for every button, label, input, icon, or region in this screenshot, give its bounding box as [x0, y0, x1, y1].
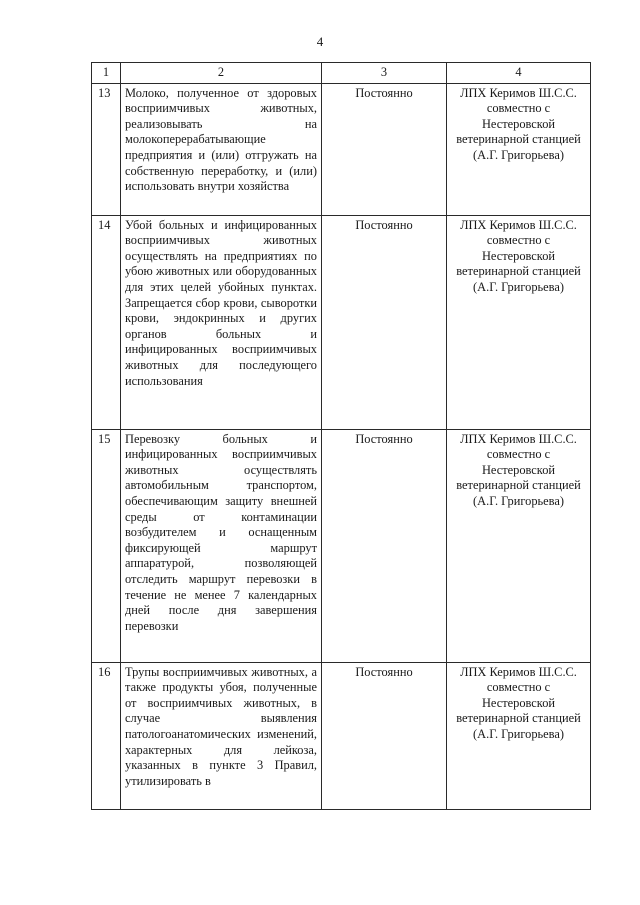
period-text: Постоянно	[322, 215, 447, 429]
measures-table	[91, 62, 591, 810]
header-col-1: 1	[92, 63, 121, 84]
table-row	[92, 429, 591, 662]
table-row	[92, 83, 591, 215]
header-col-2: 2	[121, 63, 322, 84]
period-text: Постоянно	[322, 83, 447, 215]
measure-text: Трупы восприимчивых животных, а также продукты убоя, полученные от восприимчивых животных, в случае выявления патологоанатомических изменений, характерных для лейкоза, указанных в пункте 3 Правил, утилизировать в	[121, 662, 322, 809]
row-number: 14	[92, 215, 121, 429]
row-number: 13	[92, 83, 121, 215]
table-row	[92, 662, 591, 809]
responsible-text: ЛПХ Керимов Ш.С.С. совместно с Нестеровской ветеринарной станцией (А.Г. Григорьева)	[447, 83, 591, 215]
responsible-text: ЛПХ Керимов Ш.С.С. совместно с Нестеровской ветеринарной станцией (А.Г. Григорьева)	[447, 215, 591, 429]
measure-text: Молоко, полученное от здоровых восприимчивых животных, реализовывать на молокоперерабатывающие предприятия и (или) отгружать на собственную переработку, и (или) использовать внутри хозяйства	[121, 83, 322, 215]
header-col-4: 4	[447, 63, 591, 84]
period-text: Постоянно	[322, 429, 447, 662]
period-text: Постоянно	[322, 662, 447, 809]
measure-text: Убой больных и инфицированных восприимчивых животных осуществлять на предприятиях по убою животных или оборудованных для этих целей убойных пунктах. Запрещается сбор крови, сыворотки крови, эндокринных и других органов больных и инфицированных восприимчивых животных для последующего использования	[121, 215, 322, 429]
table-header-row	[92, 63, 591, 84]
page-number: 4	[316, 34, 324, 49]
responsible-text: ЛПХ Керимов Ш.С.С. совместно с Нестеровской ветеринарной станцией (А.Г. Григорьева)	[447, 429, 591, 662]
row-number: 15	[92, 429, 121, 662]
responsible-text: ЛПХ Керимов Ш.С.С. совместно с Нестеровской ветеринарной станцией (А.Г. Григорьева)	[447, 662, 591, 809]
table-row	[92, 215, 591, 429]
row-number: 16	[92, 662, 121, 809]
measure-text: Перевозку больных и инфицированных восприимчивых животных осуществлять автомобильным транспортом, обеспечивающим защиту внешней среды от контаминации возбудителем и оснащенным фиксирующей маршрут аппаратурой, позволяющей отследить маршрут перевозки в течение не менее 7 календарных дней после дня завершения перевозки	[121, 429, 322, 662]
header-col-3: 3	[322, 63, 447, 84]
